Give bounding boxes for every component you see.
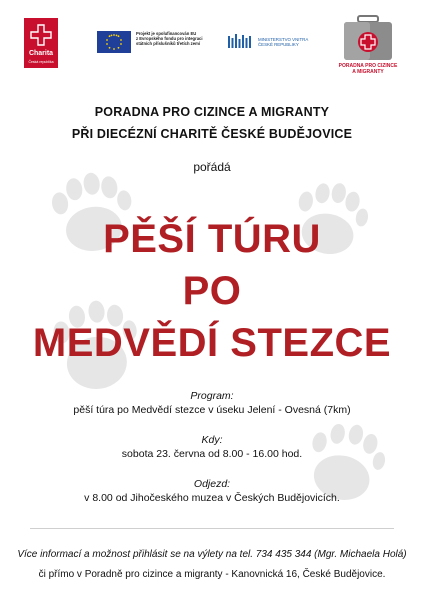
poradna-logo-text: PORADNA PRO CIZINCE A MIGRANTY bbox=[338, 63, 398, 75]
logo-bar bbox=[0, 0, 424, 80]
program-text: pěší túra po Medvědí stezce v úseku Jelení - Ovesná (7km) bbox=[73, 404, 351, 416]
title-line-1: PĚŠÍ TÚRU bbox=[103, 217, 321, 261]
event-details bbox=[0, 389, 424, 505]
charita-sub: Česká republika bbox=[28, 60, 54, 64]
when-label: Kdy: bbox=[201, 434, 223, 446]
footer-line-1: Více informací a možnost přihlásit se na výlety na tel. 734 435 344 (Mgr. Michaela Holá) bbox=[17, 549, 407, 560]
suitcase-logo-icon bbox=[340, 14, 396, 62]
title-line-2: PO bbox=[182, 269, 242, 313]
charita-label: Charita bbox=[28, 50, 54, 57]
ministry-text: MINISTERSTVO VNITRA ČESKÉ REPUBLIKY bbox=[258, 37, 309, 48]
departure-text: v 8.00 od Jihočeského muzea v Českých Budějovicích. bbox=[84, 492, 340, 504]
charita-logo bbox=[24, 18, 58, 68]
eu-funding-text: Projekt je spolufinancován EU z Evropského fondu pro integraci státních příslušníků třetích zemí bbox=[136, 31, 203, 47]
charita-cross-icon bbox=[30, 24, 52, 46]
contact-footer bbox=[0, 545, 424, 585]
organizer-heading bbox=[0, 101, 424, 145]
organizes-text: pořádá bbox=[193, 160, 231, 174]
when-text: sobota 23. června od 8.00 - 16.00 hod. bbox=[121, 448, 303, 460]
title-line-3: MEDVĚDÍ STEZCE bbox=[32, 321, 392, 365]
program-label: Program: bbox=[190, 390, 234, 402]
ministry-logo-icon bbox=[228, 34, 254, 50]
divider bbox=[30, 528, 394, 529]
event-title bbox=[0, 213, 424, 369]
departure-label: Odjezd: bbox=[193, 478, 231, 490]
footer-line-2: či přímo v Poradně pro cizince a migranty - Kanovnická 16, České Budějovice. bbox=[38, 569, 386, 580]
organizer-line-2: PŘI DIECÉZNÍ CHARITĚ ČESKÉ BUDĚJOVICE bbox=[71, 127, 353, 141]
organizer-line-1: PORADNA PRO CIZINCE A MIGRANTY bbox=[94, 105, 330, 119]
eu-flag-icon bbox=[97, 31, 131, 53]
